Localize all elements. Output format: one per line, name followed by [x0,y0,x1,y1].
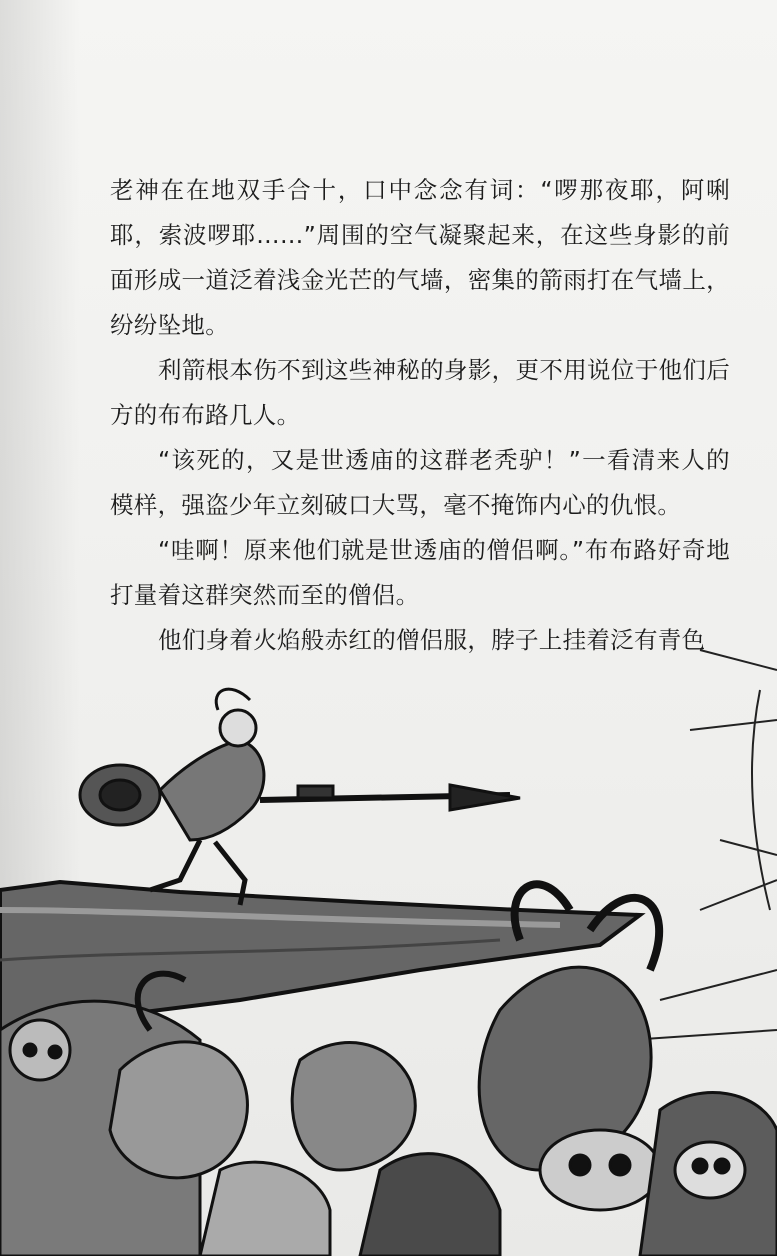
speed-lines [630,650,777,1040]
paragraph-2: 利箭根本伤不到这些神秘的身影，更不用说位于他们后方的布布路几人。 [110,356,730,429]
boy-warrior-figure [80,689,520,905]
comic-battle-illustration [0,610,777,1256]
paragraph-5: 他们身着火焰般赤红的僧侣服，脖子上挂着泛有青色 [158,626,706,654]
paragraph-1: 老神在在地双手合十，口中念念有词：“啰那夜耶，阿唎耶，索波啰耶……”周围的空气凝聚起来，在这些身影的前面形成一道泛着浅金光芒的气墙，密集的箭雨打在气墙上，纷纷坠地。 [110,176,730,339]
story-text [110,168,730,663]
paragraph-4: “哇啊！原来他们就是世透庙的僧侣啊。”布布路好奇地打量着这群突然而至的僧侣。 [110,536,730,609]
paragraph-3: “该死的，又是世透庙的这群老秃驴！”一看清来人的模样，强盗少年立刻破口大骂，毫不掩饰内心的仇恨。 [110,446,730,519]
